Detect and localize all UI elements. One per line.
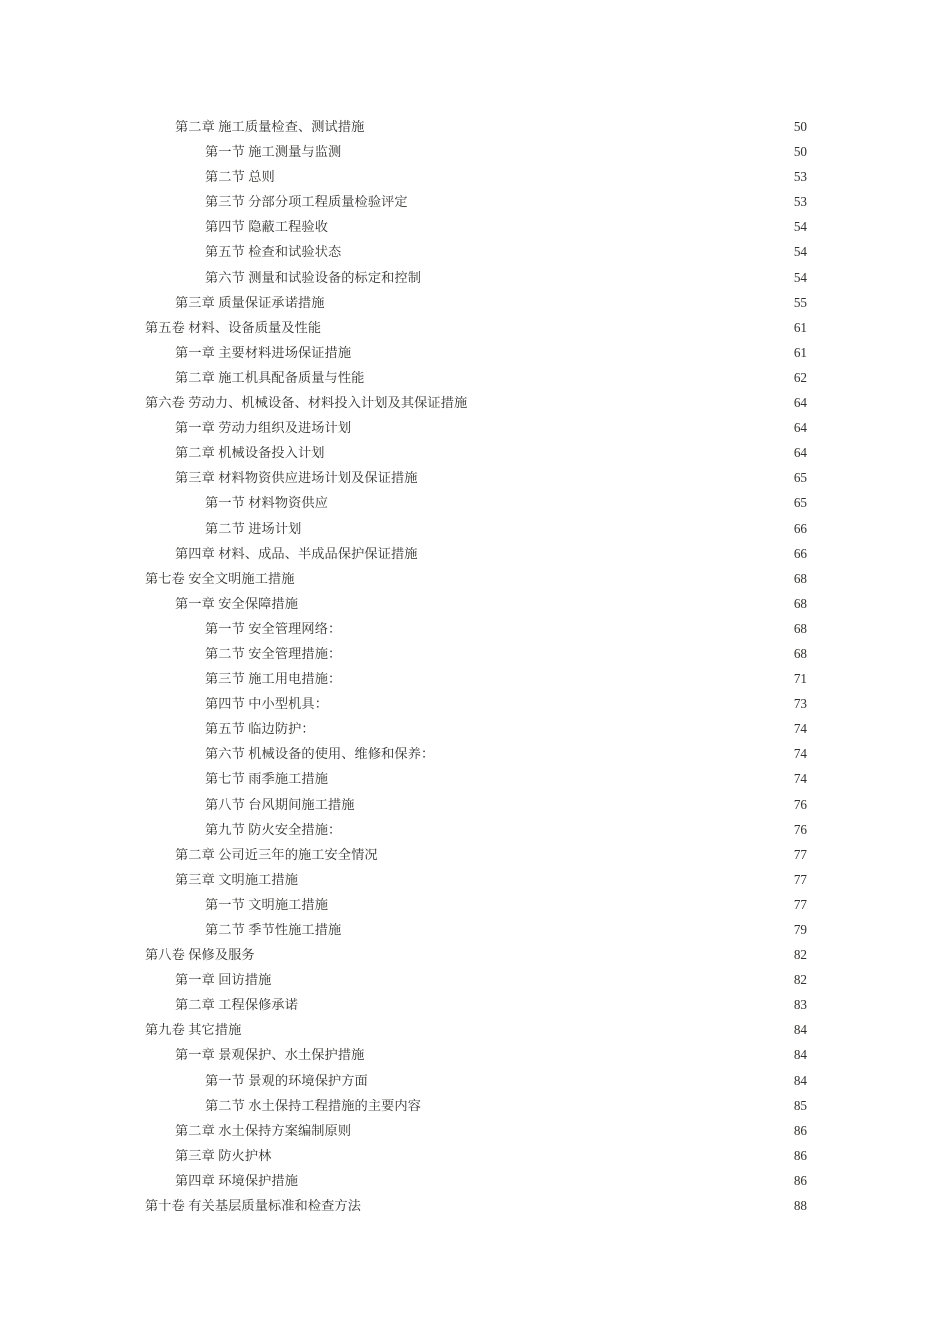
- toc-leader-dots: [298, 871, 789, 884]
- toc-entry-label: 第二章 公司近三年的施工安全情况: [175, 846, 378, 862]
- toc-entry[interactable]: [145, 516, 807, 541]
- toc-entry-page-number: 53: [793, 194, 807, 210]
- toc-entry-label: 第二节 水土保持工程措施的主要内容: [205, 1097, 421, 1113]
- toc-entry-label: 第二章 施工质量检查、测试措施: [175, 119, 365, 134]
- toc-leader-dots: [467, 394, 789, 407]
- toc-leader-dots: [351, 344, 789, 357]
- toc-entry-page-number: 84: [793, 1047, 807, 1063]
- toc-entry[interactable]: [145, 239, 807, 264]
- toc-entry-label: 第三章 材料物资供应进场计划及保证措施: [175, 470, 418, 486]
- toc-entry-label: 第八卷 保修及服务: [145, 947, 255, 963]
- toc-entry-label: 第八节 台风期间施工措施: [205, 796, 355, 812]
- toc-leader-dots: [298, 595, 789, 608]
- toc-entry-page-number: 77: [793, 871, 807, 887]
- toc-entry-page-number: 74: [793, 746, 807, 762]
- toc-entry-label: 第一节 景观的环境保护方面: [205, 1072, 368, 1088]
- toc-entry-label: 第七卷 安全文明施工措施: [145, 570, 295, 586]
- toc-leader-dots: [325, 444, 789, 457]
- toc-entry[interactable]: [145, 1017, 807, 1042]
- toc-entry[interactable]: [145, 164, 807, 189]
- toc-entry-label: 第二章 水土保持方案编制原则: [175, 1122, 352, 1138]
- toc-leader-dots: [328, 770, 789, 783]
- toc-entry-label: 第七节 雨季施工措施: [205, 771, 328, 787]
- toc-leader-dots: [378, 846, 789, 859]
- toc-leader-dots: [328, 494, 789, 507]
- toc-entry-label: 第三章 文明施工措施: [175, 871, 298, 887]
- toc-leader-dots: [364, 1046, 789, 1059]
- toc-leader-dots: [341, 820, 789, 833]
- toc-leader-dots: [351, 419, 789, 432]
- toc-entry-label: 第六卷 劳动力、机械设备、材料投入计划及其保证措施: [145, 395, 468, 411]
- toc-entry-page-number: 53: [793, 169, 807, 185]
- toc-entry-label: 第五节 临边防护：: [205, 721, 315, 737]
- toc-entry-label: 第一章 安全保障措施: [175, 595, 298, 611]
- toc-entry-page-number: 50: [793, 119, 807, 134]
- toc-entry-label: 第三章 防火护林: [175, 1147, 272, 1163]
- toc-entry-page-number: 62: [793, 369, 807, 385]
- toc-leader-dots: [351, 1122, 789, 1135]
- toc-entry-label: 第五节 检查和试验状态: [205, 244, 342, 260]
- toc-entry[interactable]: [145, 465, 807, 490]
- toc-entry-label: 第二节 总则: [205, 169, 275, 185]
- toc-entry-label: 第四节 隐蔽工程验收: [205, 219, 328, 235]
- toc-entry-label: 第三节 施工用电措施：: [205, 671, 342, 687]
- toc-entry-page-number: 64: [793, 420, 807, 436]
- toc-entry[interactable]: [145, 741, 807, 766]
- toc-entry[interactable]: [145, 691, 807, 716]
- toc-entry-page-number: 54: [793, 269, 807, 285]
- toc-entry-page-number: 77: [793, 846, 807, 862]
- toc-leader-dots: [434, 745, 789, 758]
- toc-entry-label: 第一节 安全管理网络：: [205, 620, 342, 636]
- toc-entry[interactable]: [145, 265, 807, 290]
- toc-entry-page-number: 82: [793, 972, 807, 988]
- toc-entry[interactable]: [145, 641, 807, 666]
- toc-leader-dots: [321, 319, 789, 332]
- toc-leader-dots: [325, 293, 789, 306]
- toc-entry[interactable]: [145, 390, 807, 415]
- toc-leader-dots: [341, 243, 789, 256]
- toc-entry-page-number: 77: [793, 896, 807, 912]
- toc-entry[interactable]: [145, 666, 807, 691]
- toc-entry[interactable]: [145, 1143, 807, 1168]
- toc-entry-label: 第一章 景观保护、水土保护措施: [175, 1047, 365, 1063]
- toc-entry[interactable]: [145, 440, 807, 465]
- toc-leader-dots: [328, 695, 789, 708]
- toc-leader-dots: [355, 795, 789, 808]
- toc-entry[interactable]: [145, 842, 807, 867]
- toc-entry-page-number: 65: [793, 495, 807, 511]
- toc-entry[interactable]: [145, 541, 807, 566]
- toc-entry-page-number: 79: [793, 922, 807, 937]
- toc-entry[interactable]: [145, 1118, 807, 1143]
- toc-entry-page-number: 76: [793, 796, 807, 812]
- toc-entry[interactable]: [145, 616, 807, 641]
- toc-entry[interactable]: [145, 490, 807, 515]
- toc-leader-dots: [341, 645, 789, 658]
- toc-entry-page-number: 54: [793, 244, 807, 260]
- toc-entry-label: 第一章 主要材料进场保证措施: [175, 344, 352, 360]
- toc-entry-page-number: 68: [793, 570, 807, 586]
- toc-leader-dots: [418, 544, 789, 557]
- toc-entry-label: 第九卷 其它措施: [145, 1022, 242, 1038]
- toc-leader-dots: [241, 1021, 789, 1034]
- toc-leader-dots: [315, 720, 789, 733]
- toc-entry-page-number: 84: [793, 1072, 807, 1088]
- toc-entry[interactable]: [145, 114, 807, 139]
- toc-entry-page-number: 86: [793, 1147, 807, 1163]
- toc-entry-label: 第四章 环境保护措施: [175, 1172, 298, 1188]
- toc-entry-label: 第二节 季节性施工措施: [205, 922, 342, 937]
- toc-entry[interactable]: [145, 1093, 807, 1118]
- toc-leader-dots: [298, 996, 789, 1009]
- toc-entry-label: 第二节 安全管理措施：: [205, 645, 342, 661]
- toc-leader-dots: [361, 1197, 789, 1210]
- toc-entry-label: 第三节 分部分项工程质量检验评定: [205, 194, 408, 210]
- toc-entry-page-number: 54: [793, 219, 807, 235]
- toc-entry[interactable]: [145, 566, 807, 591]
- toc-entry[interactable]: [145, 766, 807, 791]
- toc-entry-label: 第二章 机械设备投入计划: [175, 445, 325, 461]
- toc-entry[interactable]: [145, 189, 807, 214]
- toc-entry[interactable]: [145, 415, 807, 440]
- toc-entry[interactable]: [145, 591, 807, 616]
- toc-entry[interactable]: [145, 967, 807, 992]
- toc-leader-dots: [341, 143, 789, 156]
- toc-entry[interactable]: [145, 917, 807, 942]
- toc-entry-page-number: 85: [793, 1097, 807, 1113]
- toc-entry-label: 第十卷 有关基层质量标准和检查方法: [145, 1198, 361, 1214]
- toc-leader-dots: [271, 971, 789, 984]
- toc-entry-page-number: 83: [793, 997, 807, 1013]
- toc-entry[interactable]: [145, 365, 807, 390]
- toc-entry[interactable]: [145, 716, 807, 741]
- toc-entry-label: 第四章 材料、成品、半成品保护保证措施: [175, 545, 418, 561]
- toc-entry-page-number: 66: [793, 520, 807, 536]
- toc-entry-page-number: 65: [793, 470, 807, 486]
- toc-entry[interactable]: [145, 792, 807, 817]
- toc-leader-dots: [275, 168, 789, 181]
- toc-entry-page-number: 86: [793, 1122, 807, 1138]
- toc-leader-dots: [341, 921, 789, 934]
- toc-entry[interactable]: [145, 1068, 807, 1093]
- toc-entry-page-number: 61: [793, 319, 807, 335]
- toc-entry[interactable]: [145, 1168, 807, 1193]
- toc-entry[interactable]: [145, 214, 807, 239]
- toc-entry-page-number: 61: [793, 344, 807, 360]
- toc-entry-page-number: 74: [793, 721, 807, 737]
- toc-leader-dots: [421, 268, 789, 281]
- toc-entry-page-number: 76: [793, 821, 807, 837]
- toc-leader-dots: [421, 1096, 789, 1109]
- toc-entry-label: 第一节 材料物资供应: [205, 495, 328, 511]
- toc-leader-dots: [328, 218, 789, 231]
- toc-entry-label: 第一章 劳动力组织及进场计划: [175, 420, 352, 436]
- toc-entry-label: 第一节 施工测量与监测: [205, 144, 342, 160]
- toc-entry-label: 第二节 进场计划: [205, 520, 302, 536]
- toc-leader-dots: [295, 570, 789, 583]
- toc-entry-label: 第四节 中小型机具：: [205, 696, 328, 712]
- toc-entry[interactable]: [145, 867, 807, 892]
- toc-entry-label: 第二章 施工机具配备质量与性能: [175, 369, 365, 385]
- toc-leader-dots: [364, 118, 789, 131]
- toc-entry-page-number: 74: [793, 771, 807, 787]
- toc-entry-page-number: 64: [793, 395, 807, 411]
- toc-entry-page-number: 73: [793, 696, 807, 712]
- toc-entry-page-number: 55: [793, 294, 807, 310]
- toc-entry[interactable]: [145, 1042, 807, 1067]
- toc-entry[interactable]: [145, 992, 807, 1017]
- toc-entry-page-number: 68: [793, 645, 807, 661]
- toc-leader-dots: [255, 946, 789, 959]
- toc-entry-page-number: 68: [793, 620, 807, 636]
- toc-entry-page-number: 64: [793, 445, 807, 461]
- toc-entry-page-number: 50: [793, 144, 807, 160]
- toc-entry-label: 第三章 质量保证承诺措施: [175, 294, 325, 310]
- table-of-contents: [145, 114, 807, 1218]
- toc-entry-page-number: 84: [793, 1022, 807, 1038]
- toc-entry-label: 第二章 工程保修承诺: [175, 997, 298, 1013]
- toc-entry-label: 第六节 机械设备的使用、维修和保养：: [205, 746, 435, 762]
- toc-leader-dots: [298, 1172, 789, 1185]
- toc-leader-dots: [341, 620, 789, 633]
- toc-leader-dots: [301, 519, 789, 532]
- toc-entry[interactable]: [145, 340, 807, 365]
- toc-entry-label: 第六节 测量和试验设备的标定和控制: [205, 269, 421, 285]
- toc-entry-page-number: 66: [793, 545, 807, 561]
- toc-entry-label: 第一节 文明施工措施: [205, 896, 328, 912]
- toc-leader-dots: [328, 896, 789, 909]
- toc-entry[interactable]: [145, 817, 807, 842]
- toc-entry[interactable]: [145, 139, 807, 164]
- toc-leader-dots: [408, 193, 789, 206]
- toc-leader-dots: [368, 1071, 789, 1084]
- toc-entry[interactable]: [145, 315, 807, 340]
- toc-entry-label: 第一章 回访措施: [175, 972, 272, 988]
- toc-leader-dots: [271, 1147, 789, 1160]
- toc-entry-page-number: 68: [793, 595, 807, 611]
- toc-entry-page-number: 86: [793, 1172, 807, 1188]
- toc-entry-label: 第九节 防火安全措施：: [205, 821, 342, 837]
- toc-entry-page-number: 88: [793, 1198, 807, 1214]
- toc-entry-label: 第五卷 材料、设备质量及性能: [145, 319, 322, 335]
- toc-leader-dots: [364, 369, 789, 382]
- toc-entry[interactable]: [145, 942, 807, 967]
- toc-entry[interactable]: [145, 290, 807, 315]
- toc-entry[interactable]: [145, 892, 807, 917]
- toc-leader-dots: [418, 469, 789, 482]
- toc-entry-page-number: 71: [793, 671, 807, 687]
- toc-entry-page-number: 82: [793, 947, 807, 963]
- toc-leader-dots: [341, 670, 789, 683]
- toc-entry[interactable]: [145, 1193, 807, 1218]
